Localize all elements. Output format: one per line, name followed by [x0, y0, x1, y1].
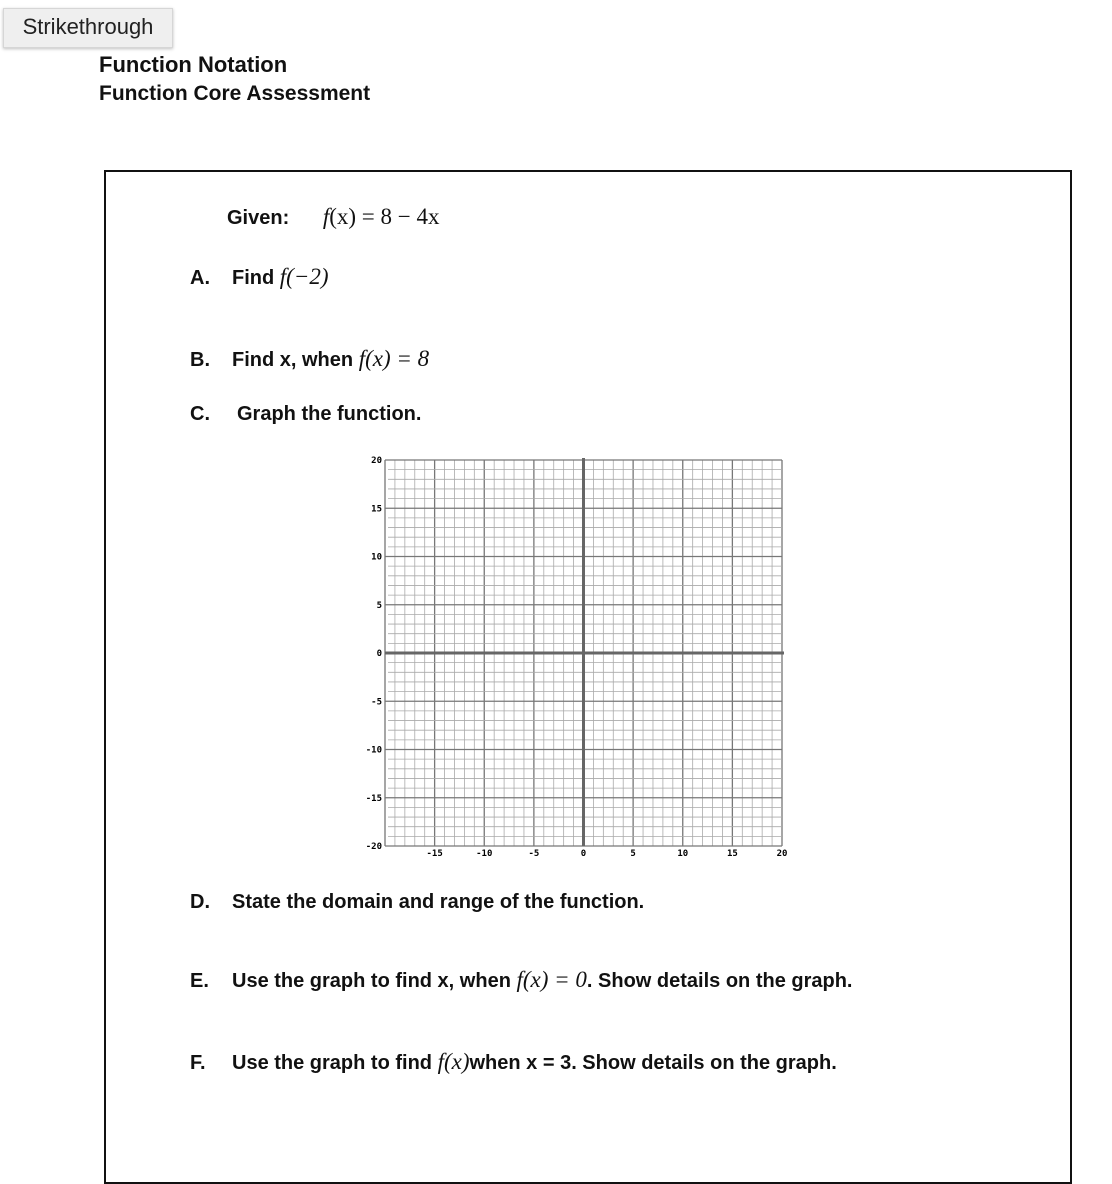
tick-label: -5	[371, 697, 382, 708]
question-text: Use the graph to find	[232, 1052, 432, 1074]
tick-label: -10	[365, 745, 382, 756]
tick-label: 0	[376, 649, 382, 659]
given-label: Given:	[227, 207, 290, 229]
question-a	[190, 264, 329, 290]
tick-label: 5	[376, 600, 382, 611]
question-letter: E.	[190, 970, 209, 992]
tick-label: 10	[371, 552, 382, 563]
tick-label: -20	[365, 842, 382, 852]
question-b	[190, 346, 429, 372]
question-f	[190, 1049, 837, 1075]
question-letter: F.	[190, 1052, 206, 1074]
tick-label: -5	[528, 849, 540, 859]
tick-label: -15	[365, 793, 382, 804]
question-text: Find x, when	[232, 349, 354, 371]
given-line	[227, 204, 439, 230]
question-letter: A.	[190, 267, 210, 289]
question-letter: D.	[190, 891, 210, 913]
tick-label: -10	[476, 849, 493, 859]
question-letter: C.	[190, 403, 210, 425]
question-math: f(x)	[437, 1049, 470, 1074]
coordinate-grid[interactable]	[355, 450, 795, 870]
strikethrough-tooltip[interactable]: Strikethrough	[3, 8, 173, 48]
question-text-after: when x = 3. Show details on the graph.	[469, 1052, 837, 1074]
tick-label: -15	[426, 849, 443, 859]
question-e	[190, 967, 852, 993]
question-text: State the domain and range of the function.	[232, 891, 645, 913]
question-c	[190, 403, 421, 426]
tick-label: 15	[371, 504, 382, 515]
question-d	[190, 891, 644, 914]
question-text: Graph the function.	[237, 403, 422, 425]
tick-label: 20	[776, 849, 788, 859]
tick-label: 20	[371, 456, 382, 466]
tick-label: 15	[726, 849, 738, 859]
tick-label: 0	[580, 849, 587, 859]
given-function-name: f	[322, 204, 330, 229]
tick-label: 10	[677, 849, 689, 859]
question-text: Use the graph to find x, when	[232, 970, 511, 992]
page-subtitle: Function Core Assessment	[99, 82, 371, 105]
question-math: f(−2)	[279, 264, 329, 289]
page-title: Function Notation	[99, 52, 288, 77]
given-expression: (x) = 8 − 4x	[329, 204, 440, 229]
question-math: f(x) = 0	[516, 967, 587, 992]
question-text-after: . Show details on the graph.	[586, 970, 853, 992]
tick-label: 5	[630, 849, 636, 859]
question-text: Find	[232, 267, 275, 289]
question-letter: B.	[190, 349, 210, 371]
question-math: f(x) = 8	[358, 346, 430, 371]
